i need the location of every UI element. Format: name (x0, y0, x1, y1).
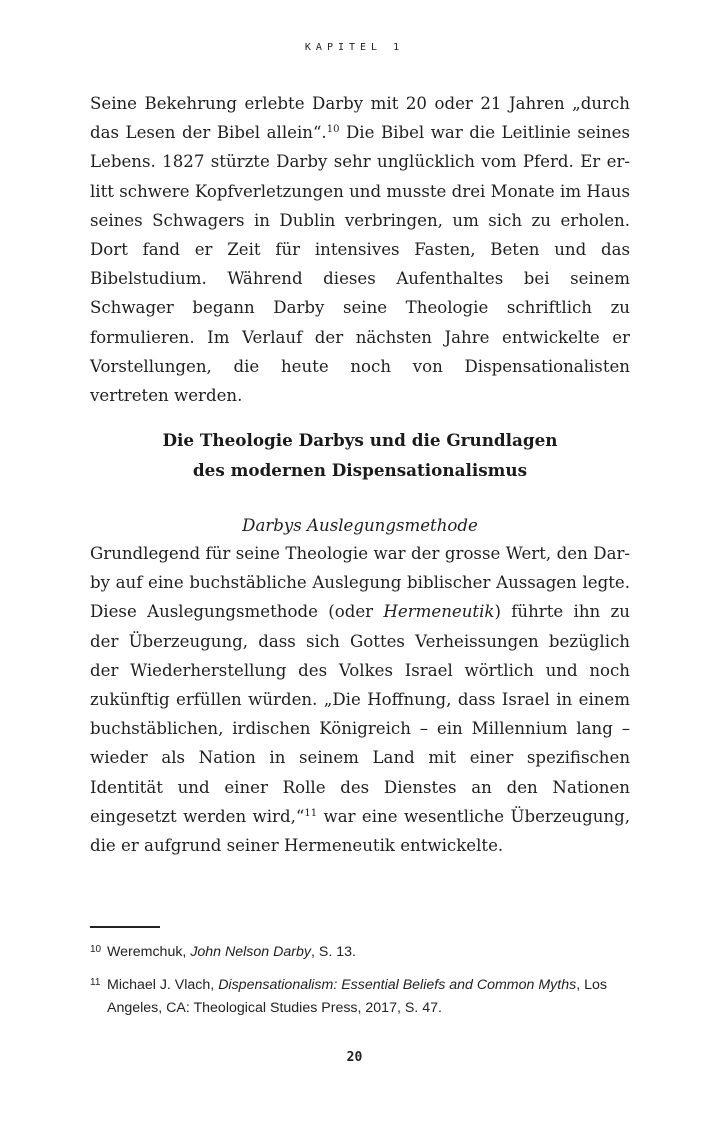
paragraph-darby-conversion (90, 89, 630, 410)
footnote-11 (90, 974, 635, 1020)
footnote-ref-10[interactable]: 10 (326, 124, 340, 136)
footnote-ref-11[interactable]: 11 (304, 807, 318, 819)
paragraph-text: Grundlegend für seine Theologie war der grosse Wert, den Darby auf eine buchstäbliche Auslegung biblischer Aussagen legte. Diese Auslegungsmethode (oder (90, 544, 630, 622)
footnotes (90, 941, 635, 1030)
section-heading-line-1: Die Theologie Darbys und die Grundlagen (162, 430, 558, 450)
paragraph-hermeneutics (90, 539, 630, 860)
section-heading (90, 425, 630, 485)
footnote-number: 10 (90, 944, 102, 955)
section-heading-line-2: des modernen Dispensationalismus (192, 460, 528, 480)
paragraph-text: war eine wesentliche Überzeugung, die er aufgrund seiner Hermeneutik entwickelte. (90, 806, 630, 856)
footnote-10 (90, 941, 635, 964)
page-number: 20 (346, 1050, 363, 1065)
footnote-separator (90, 926, 160, 928)
subsection-heading: Darbys Auslegungsmethode (242, 516, 478, 535)
footnote-number: 11 (90, 977, 101, 988)
paragraph-text: Seine Bekehrung erlebte Darby mit 20 oder 21 Jahren „durch das Lesen der Bibel allein“. (90, 94, 630, 143)
paragraph-text: ) führte ihn zu der Überzeugung, dass sich Gottes Verheissungen bezüglich der Wiederherstellung des Volkes Israel wörtlich und noch zukünftig erfüllen würden. „Die Hoffnung, dass Israel in einem buchstäblichen, irdischen Königreich – ein Millennium lang – wieder als Nation in seinem Land mit einer spezifischen Identität und einer Rolle des Dienstes an den Nationen eingesetzt werden wird,“ (90, 602, 630, 826)
footnote-title: Dispensationalism: Essential Beliefs and Common Myths (218, 977, 577, 993)
footnote-text: , Los Angeles, CA: Theological Studies Press, 2017, S. 47. (107, 977, 607, 1016)
footnote-title: John Nelson Darby (190, 944, 311, 960)
paragraph-text: Die Bibel war die Leitlinie seines Lebens. 1827 stürzte Darby sehr unglücklich vom Pferd. Er erlitt schwere Kopfverletzungen und musste drei Monate im Haus seines Schwagers in Dublin verbringen, um sich zu erholen. Dort fand er Zeit für intensives Fasten, Beten und das Bibelstudium. Während dieses Aufenthaltes bei seinem Schwager begann Darby seine Theologie schriftlich zu formulieren. Im Verlauf der nächsten Jahre entwickelte er Vorstellungen, die heute noch von Dispensationalisten vertreten werden. (90, 123, 630, 406)
footnote-text: , S. 13. (310, 944, 356, 960)
term-hermeneutik: Hermeneutik (383, 602, 495, 622)
footnote-text: Michael J. Vlach, (107, 977, 219, 993)
footnote-text: Weremchuk, (107, 944, 191, 960)
running-head: KAPITEL 1 (304, 42, 405, 53)
